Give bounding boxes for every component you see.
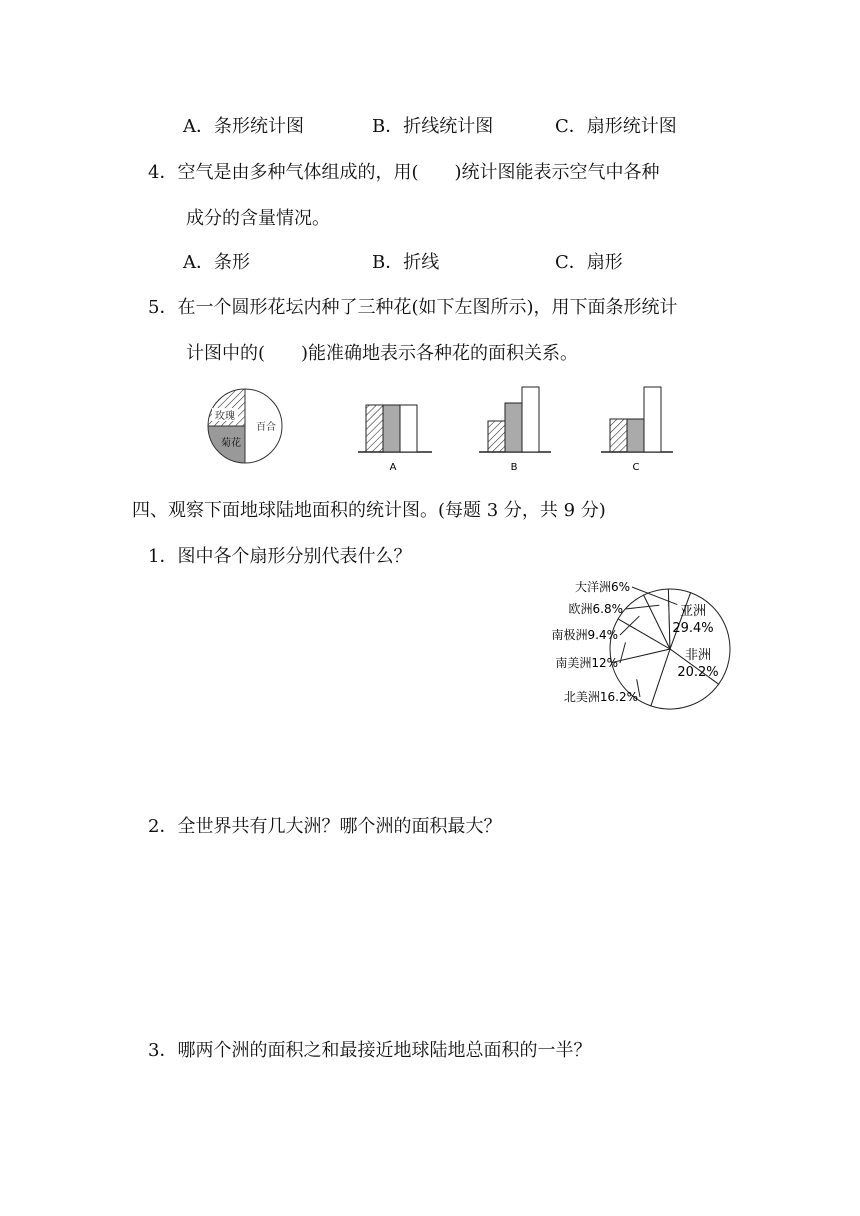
inside-label-asia_pct: 29.4% bbox=[672, 621, 714, 636]
bar-chart-a bbox=[358, 405, 432, 473]
bar-c-lily bbox=[644, 387, 661, 452]
section4-q1: 1．图中各个扇形分别代表什么？ bbox=[148, 546, 412, 567]
q3-option-c: C．扇形统计图 bbox=[555, 116, 677, 137]
q4-line2: 成分的含量情况。 bbox=[186, 208, 330, 229]
q5-line2: 计图中的( )能准确地表示各种花的面积关系。 bbox=[186, 343, 579, 364]
chrysanthemum-label: 菊花 bbox=[221, 438, 241, 449]
q3-option-b: B．折线统计图 bbox=[372, 116, 494, 137]
bar-b-label: B bbox=[510, 462, 518, 473]
bar-a-label: A bbox=[389, 462, 397, 473]
q4-option-c: C．扇形 bbox=[555, 252, 623, 273]
section4-q3: 3．哪两个洲的面积之和最接近地球陆地总面积的一半？ bbox=[148, 1040, 592, 1061]
label-南美洲: 南美洲12% bbox=[555, 656, 618, 670]
label-南极洲: 南极洲9.4% bbox=[551, 628, 618, 642]
label-大洋洲: 大洋洲6% bbox=[574, 580, 630, 594]
label-北美洲: 北美洲16.2% bbox=[563, 690, 638, 704]
bar-a-lily bbox=[400, 405, 417, 452]
bar-b-lily bbox=[522, 387, 539, 452]
bar-chart-c bbox=[601, 387, 673, 473]
inside-label-africa: 非洲 bbox=[684, 648, 712, 663]
rose-label: 玫瑰 bbox=[215, 411, 235, 422]
bar-chart-b bbox=[479, 387, 551, 473]
lily-label: 百合 bbox=[256, 422, 276, 433]
q5-figures bbox=[0, 378, 860, 478]
inside-label-asia: 亚洲 bbox=[679, 604, 707, 619]
q4-line1: 4．空气是由多种气体组成的，用( )统计图能表示空气中各种 bbox=[148, 162, 660, 183]
q4-option-a: A．条形 bbox=[183, 252, 250, 273]
bar-c-chrysanthemum bbox=[627, 419, 644, 452]
flower-pie bbox=[208, 389, 282, 463]
bar-a-rose bbox=[366, 405, 383, 452]
inside-label-africa_pct: 20.2% bbox=[677, 665, 719, 680]
bar-b-chrysanthemum bbox=[505, 403, 522, 452]
section4-heading: 四、观察下面地球陆地面积的统计图。(每题 3 分，共 9 分) bbox=[132, 500, 606, 521]
bar-a-chrysanthemum bbox=[383, 405, 400, 452]
q4-option-b: B．折线 bbox=[372, 252, 440, 273]
bar-c-label: C bbox=[632, 462, 640, 473]
section4-q2: 2．全世界共有几大洲？哪个洲的面积最大？ bbox=[148, 816, 502, 837]
bar-b-rose bbox=[488, 421, 505, 452]
q5-line1: 5．在一个圆形花坛内种了三种花(如下左图所示)，用下面条形统计 bbox=[148, 297, 678, 318]
label-欧洲: 欧洲6.8% bbox=[568, 602, 623, 616]
continent-pie-chart bbox=[530, 577, 750, 717]
q3-option-a: A．条形统计图 bbox=[183, 116, 304, 137]
bar-c-rose bbox=[610, 419, 627, 452]
